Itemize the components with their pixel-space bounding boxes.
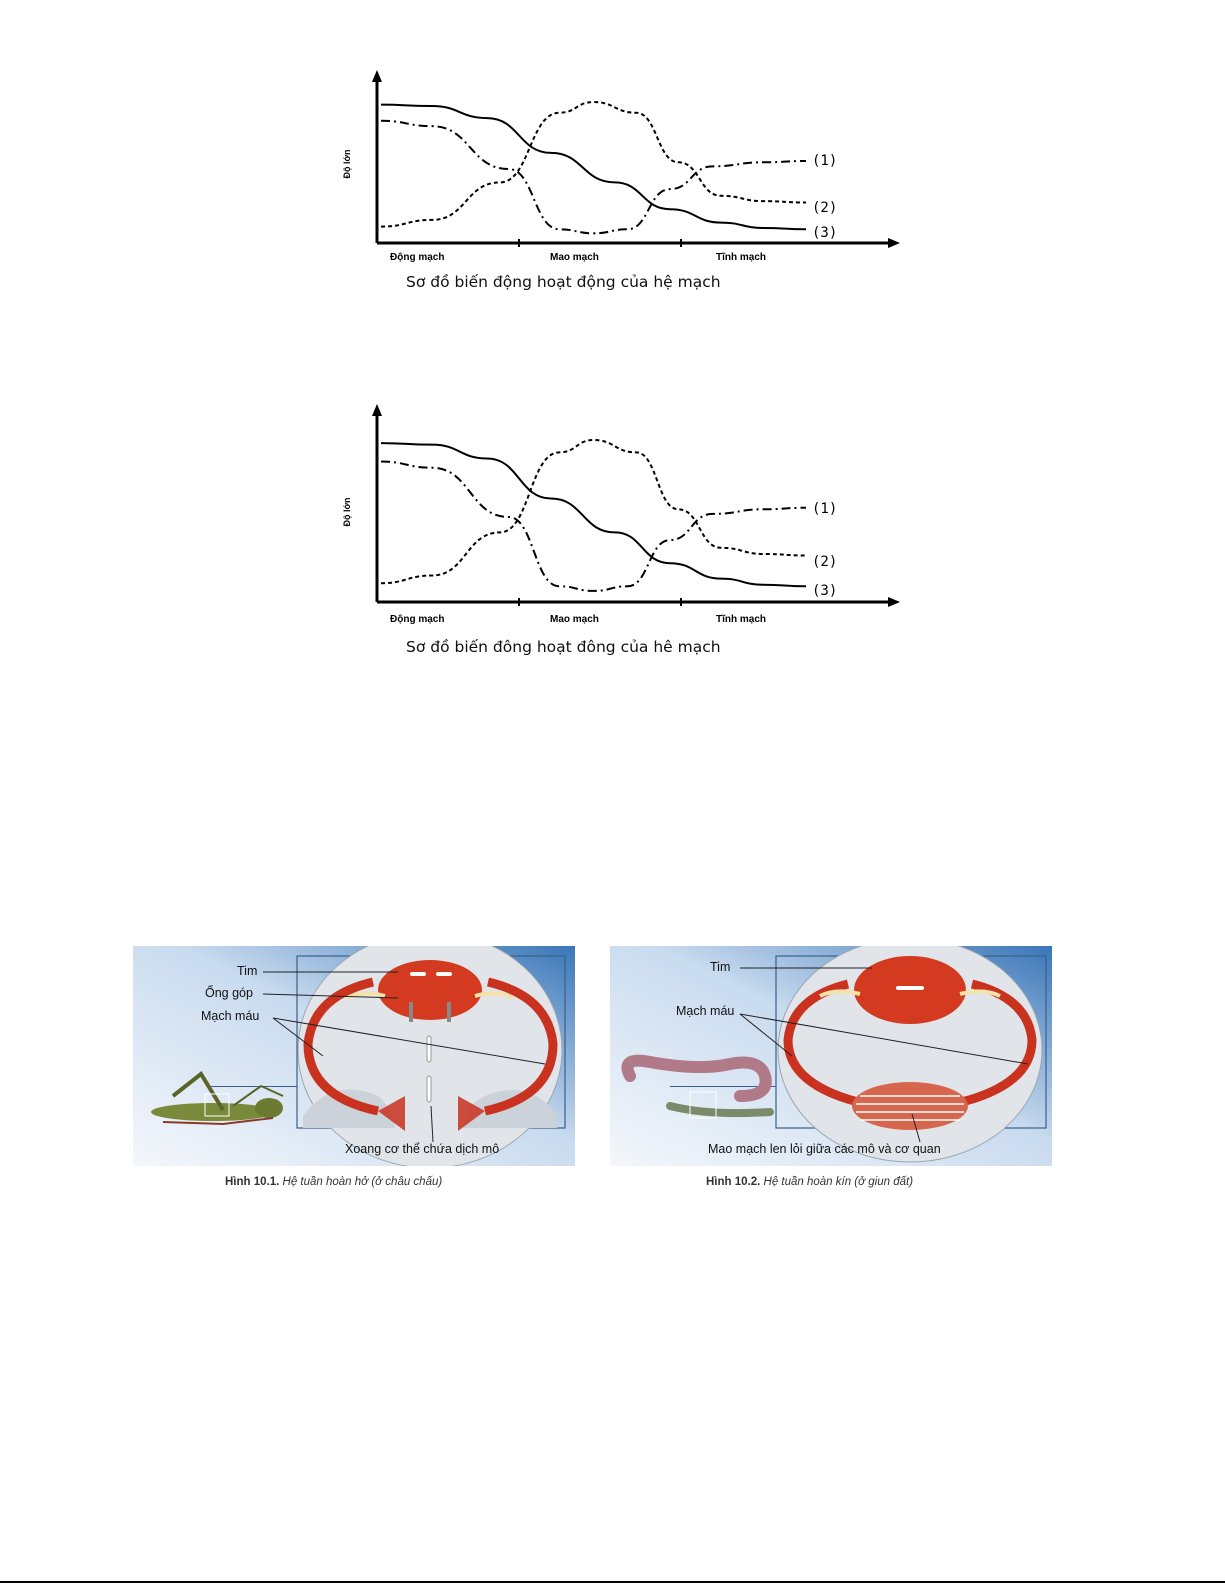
curve-label-1: (1) [812,501,838,517]
curve-series-3 [381,443,806,586]
x-label-dong-mach: Động mạch [390,252,445,263]
curve-series-3 [381,105,806,230]
curve-series-2 [381,102,806,227]
label-mao-mach: Mao mạch len lỏi giữa các mô và cơ quan [708,1142,941,1156]
y-axis-label: Độ lớn [342,149,352,179]
curve-label-2: (2) [812,554,838,570]
chart-2-curves [381,440,806,591]
figure-closed-circulation [610,946,1052,1166]
caption-number: Hình 10.1. [225,1176,280,1188]
curve-label-2: (2) [812,200,838,216]
figure-10-1-caption [225,1176,442,1188]
x-label-mao-mach: Mao mạch [550,252,599,263]
label-tim: Tim [710,960,731,974]
chart-1-svg [330,64,910,274]
y-axis-arrow [372,70,382,82]
curve-label-3: (3) [812,583,838,599]
page-bottom-rule [0,1581,1225,1583]
label-mach-mau: Mạch máu [676,1004,735,1018]
x-label-mao-mach: Mao mạch [550,614,599,625]
figure-10-2-caption [706,1176,913,1188]
caption-text: Hệ tuần hoàn hở (ở châu chấu) [279,1176,443,1188]
chart-1 [330,64,910,274]
chart-1-curves [381,102,806,233]
curve-series-2 [381,440,806,583]
label-xoang: Xoang cơ thể chứa dịch mô [345,1142,500,1156]
label-tim: Tim [237,964,258,978]
chart-2-svg [330,400,910,630]
chart-2 [330,400,910,630]
curve-label-1: (1) [812,153,838,169]
x-label-tinh-mach: Tĩnh mạch [716,252,767,263]
caption-number: Hình 10.2. [706,1176,761,1188]
y-axis-arrow [372,404,382,416]
x-label-dong-mach: Động mạch [390,614,445,625]
x-axis-arrow [888,597,900,607]
x-label-tinh-mach: Tĩnh mạch [716,614,767,625]
caption-text: Hệ tuần hoàn kín (ở giun đất) [760,1176,914,1188]
label-mach-mau: Mạch máu [201,1009,260,1023]
y-axis-label: Độ lớn [342,497,352,527]
chart-1-caption: Sơ đồ biến động hoạt động của hệ mạch [406,273,721,291]
figure-open-circulation [133,946,575,1166]
chart-2-caption: Sơ đồ biến đông hoạt đông của hê mạch [406,638,721,656]
leader-lines [133,946,575,1166]
x-axis-arrow [888,238,900,248]
leader-lines [610,946,1052,1166]
label-ong-gop: Ống góp [205,986,253,1000]
curve-label-3: (3) [812,225,838,241]
